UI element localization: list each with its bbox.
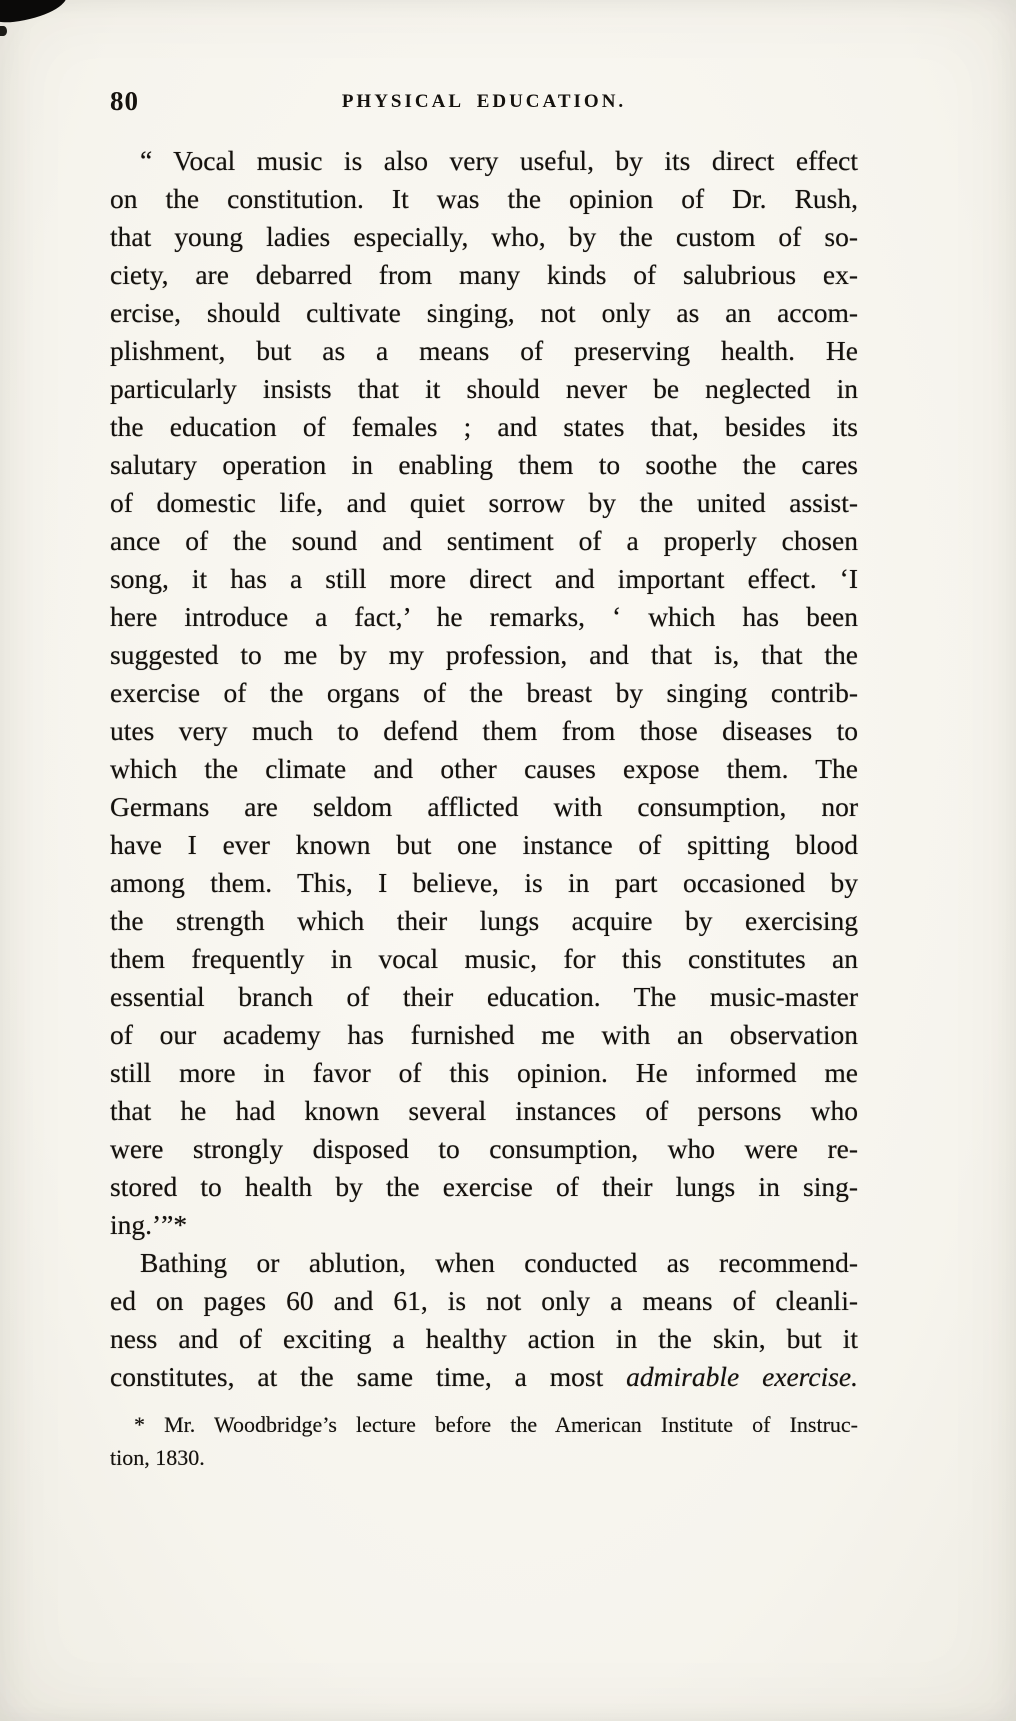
text-line: plishment, but as a means of preserving health. He bbox=[110, 335, 858, 366]
text-line: ance of the sound and sentiment of a properly chosen bbox=[110, 525, 858, 556]
text-line: have I ever known but one instance of spitting blood bbox=[110, 829, 858, 860]
text-line: salutary operation in enabling them to soothe the cares bbox=[110, 449, 858, 480]
text-line-final bbox=[110, 1358, 858, 1396]
text-line: Bathing or ablution, when conducted as recommend- bbox=[140, 1247, 858, 1278]
text-line: suggested to me by my profession, and that is, that the bbox=[110, 639, 858, 670]
text-line: utes very much to defend them from those diseases to bbox=[110, 715, 858, 746]
text-line: “ Vocal music is also very useful, by its direct effect bbox=[140, 145, 858, 176]
text-line: ness and of exciting a healthy action in the skin, but it bbox=[110, 1323, 858, 1354]
scan-artifact-speck bbox=[0, 26, 7, 36]
text-line: them frequently in vocal music, for this constitutes an bbox=[110, 943, 858, 974]
text-line: the strength which their lungs acquire by exercising bbox=[110, 905, 858, 936]
text-line: * Mr. Woodbridge’s lecture before the American Institute of Instruc- bbox=[134, 1412, 858, 1437]
text-line: ing.’”* bbox=[110, 1209, 188, 1240]
text-line: still more in favor of this opinion. He informed me bbox=[110, 1057, 858, 1088]
footnote bbox=[110, 1408, 858, 1474]
text-line: essential branch of their education. The music-master bbox=[110, 981, 858, 1012]
text-line: among them. This, I believe, is in part occasioned by bbox=[110, 867, 858, 898]
text-line: particularly insists that it should never be neglected in bbox=[110, 373, 858, 404]
text-run-italic: admirable exercise. bbox=[626, 1361, 858, 1392]
text-line: ed on pages 60 and 61, is not only a means of cleanli- bbox=[110, 1285, 858, 1316]
text-line: stored to health by the exercise of their lungs in sing- bbox=[110, 1171, 858, 1202]
text-line: on the constitution. It was the opinion of Dr. Rush, bbox=[110, 183, 858, 214]
running-title: PHYSICAL EDUCATION. bbox=[341, 91, 627, 112]
text-line: here introduce a fact,’ he remarks, ‘ which has been bbox=[110, 601, 858, 632]
body-text bbox=[110, 142, 858, 1396]
text-line: exercise of the organs of the breast by singing contrib- bbox=[110, 677, 858, 708]
text-line: tion, 1830. bbox=[110, 1445, 205, 1470]
text-line: song, it has a still more direct and important effect. ‘I bbox=[110, 563, 858, 594]
text-line: that young ladies especially, who, by the custom of so- bbox=[110, 221, 858, 252]
text-line: were strongly disposed to consumption, who were re- bbox=[110, 1133, 858, 1164]
scan-artifact-corner bbox=[0, 0, 70, 25]
text-line: of domestic life, and quiet sorrow by the united assist- bbox=[110, 487, 858, 518]
text-line: Germans are seldom afflicted with consumption, nor bbox=[110, 791, 858, 822]
text-line: that he had known several instances of persons who bbox=[110, 1095, 858, 1126]
paragraph-bathing bbox=[110, 1244, 858, 1358]
text-line: which the climate and other causes expose them. The bbox=[110, 753, 858, 784]
text-run: constitutes, at the same time, a most bbox=[110, 1361, 627, 1392]
page-number: 80 bbox=[110, 86, 139, 116]
text-line: of our academy has furnished me with an observation bbox=[110, 1019, 858, 1050]
paragraph-vocal-music bbox=[110, 142, 858, 1244]
text-line: ercise, should cultivate singing, not only as an accom- bbox=[110, 297, 858, 328]
page-header bbox=[110, 84, 858, 118]
text-line: ciety, are debarred from many kinds of salubrious ex- bbox=[110, 259, 858, 290]
text-line: the education of females ; and states that, besides its bbox=[110, 411, 858, 442]
